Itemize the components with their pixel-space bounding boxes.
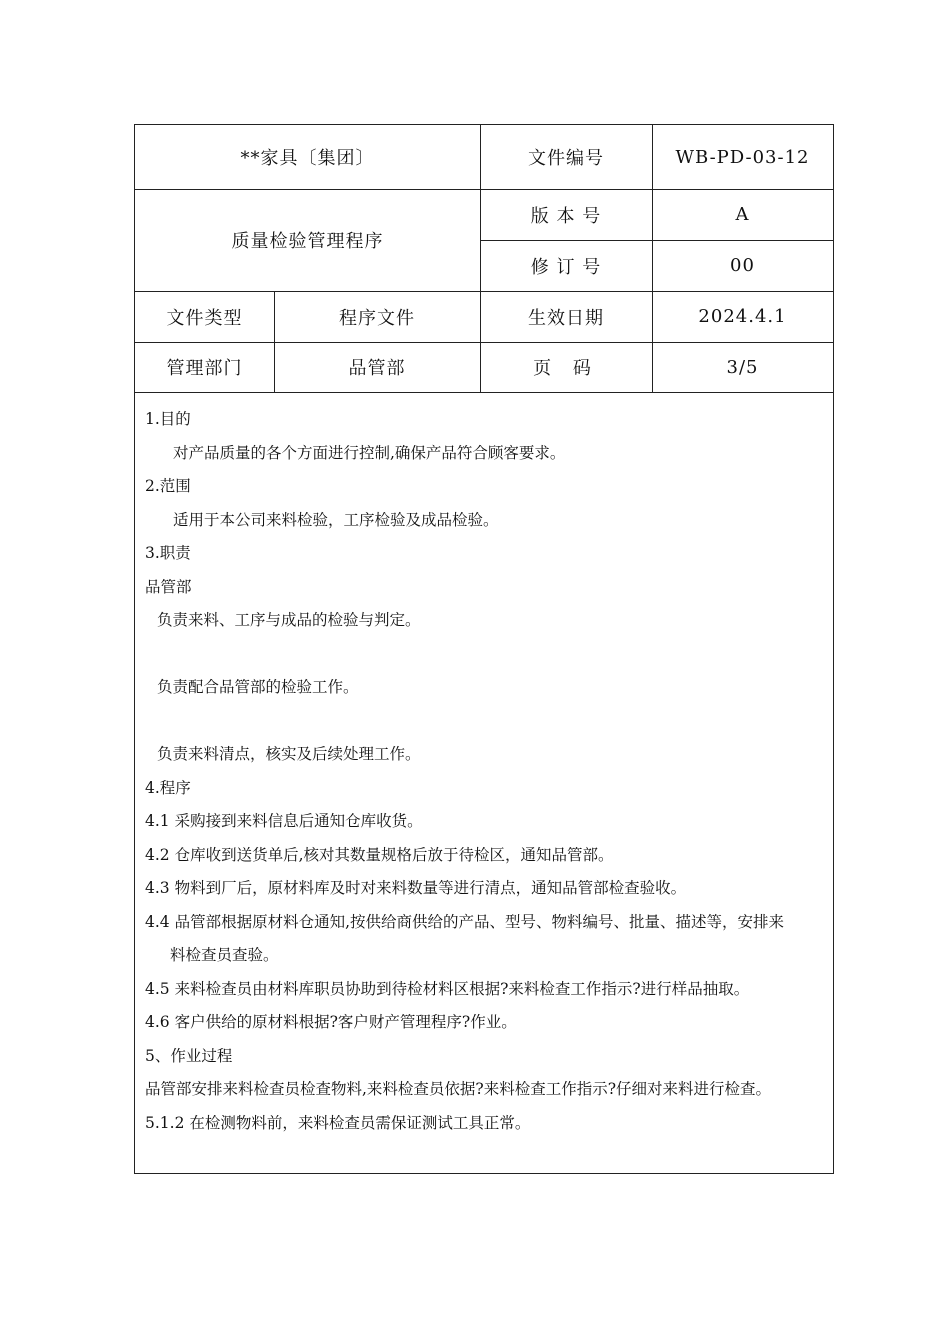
section-heading: 2.范围 xyxy=(145,477,191,495)
doc-number-value: WB-PD-03-12 xyxy=(675,146,810,168)
procedure-step: 4.1 采购接到来料信息后通知仓库收货。 xyxy=(145,812,423,830)
blank-line xyxy=(145,638,827,672)
section-heading: 4.程序 xyxy=(145,778,191,797)
paragraph: 负责来料清点，核实及后续处理工作。 xyxy=(157,745,421,763)
document-frame xyxy=(134,124,834,1174)
procedure-step: 4.5 来料检查员由材料库职员协助到待检材料区根据?来料检查工作指示?进行样品抽取。 xyxy=(145,979,750,998)
grid-line xyxy=(135,392,833,393)
procedure-step: 4.3 物料到厂后，原材料库及时对来料数量等进行清点，通知品管部检查验收。 xyxy=(145,879,687,897)
procedure-step: 4.2 仓库收到送货单后,核对其数量规格后放于待检区，通知品管部。 xyxy=(145,845,614,864)
page-label: 页 码 xyxy=(533,358,599,379)
dept-value: 品管部 xyxy=(348,358,406,379)
procedure-body xyxy=(145,403,827,1140)
page-number: 3/5 xyxy=(726,356,759,378)
blank-line xyxy=(145,705,827,739)
doc-type-value: 程序文件 xyxy=(339,307,415,329)
paragraph: 对产品质量的各个方面进行控制,确保产品符合顾客要求。 xyxy=(173,443,566,462)
effective-date-label: 生效日期 xyxy=(528,307,604,329)
section-heading: 3.职责 xyxy=(145,544,191,562)
version-label: 版 本 号 xyxy=(530,205,602,227)
paragraph: 适用于本公司来料检验，工序检验及成品检验。 xyxy=(173,510,499,529)
subheading: 品管部 xyxy=(145,577,192,596)
procedure-step: 4.4 品管部根据原材料仓通知,按供给商供给的产品、型号、物料编号、批量、描述等，安排来 xyxy=(145,912,785,931)
section-heading: 5、作业过程 xyxy=(145,1046,233,1065)
section-heading: 1.目的 xyxy=(145,410,191,428)
version-value: A xyxy=(735,204,750,225)
doc-type-label: 文件类型 xyxy=(166,307,243,329)
effective-date-value: 2024.4.1 xyxy=(698,306,787,327)
dept-label: 管理部门 xyxy=(166,358,243,379)
doc-number-label: 文件编号 xyxy=(528,148,604,169)
procedure-step: 5.1.2 在检测物料前，来料检查员需保证测试工具正常。 xyxy=(145,1113,531,1132)
document-title: 质量检验管理程序 xyxy=(231,231,384,252)
revision-value: 00 xyxy=(730,255,755,276)
procedure-step-continued: 料检查员查验。 xyxy=(170,946,279,964)
procedure-step: 4.6 客户供给的原材料根据?客户财产管理程序?作业。 xyxy=(145,1013,517,1031)
paragraph: 负责来料、工序与成品的检验与判定。 xyxy=(157,611,421,629)
paragraph: 品管部安排来料检查员检查物料,来料检查员依据?来料检查工作指示?仔细对来料进行检查。 xyxy=(145,1080,772,1098)
revision-label: 修 订 号 xyxy=(530,256,602,278)
company-name: **家具〔集团〕 xyxy=(240,148,375,169)
paragraph: 负责配合品管部的检验工作。 xyxy=(157,678,359,696)
